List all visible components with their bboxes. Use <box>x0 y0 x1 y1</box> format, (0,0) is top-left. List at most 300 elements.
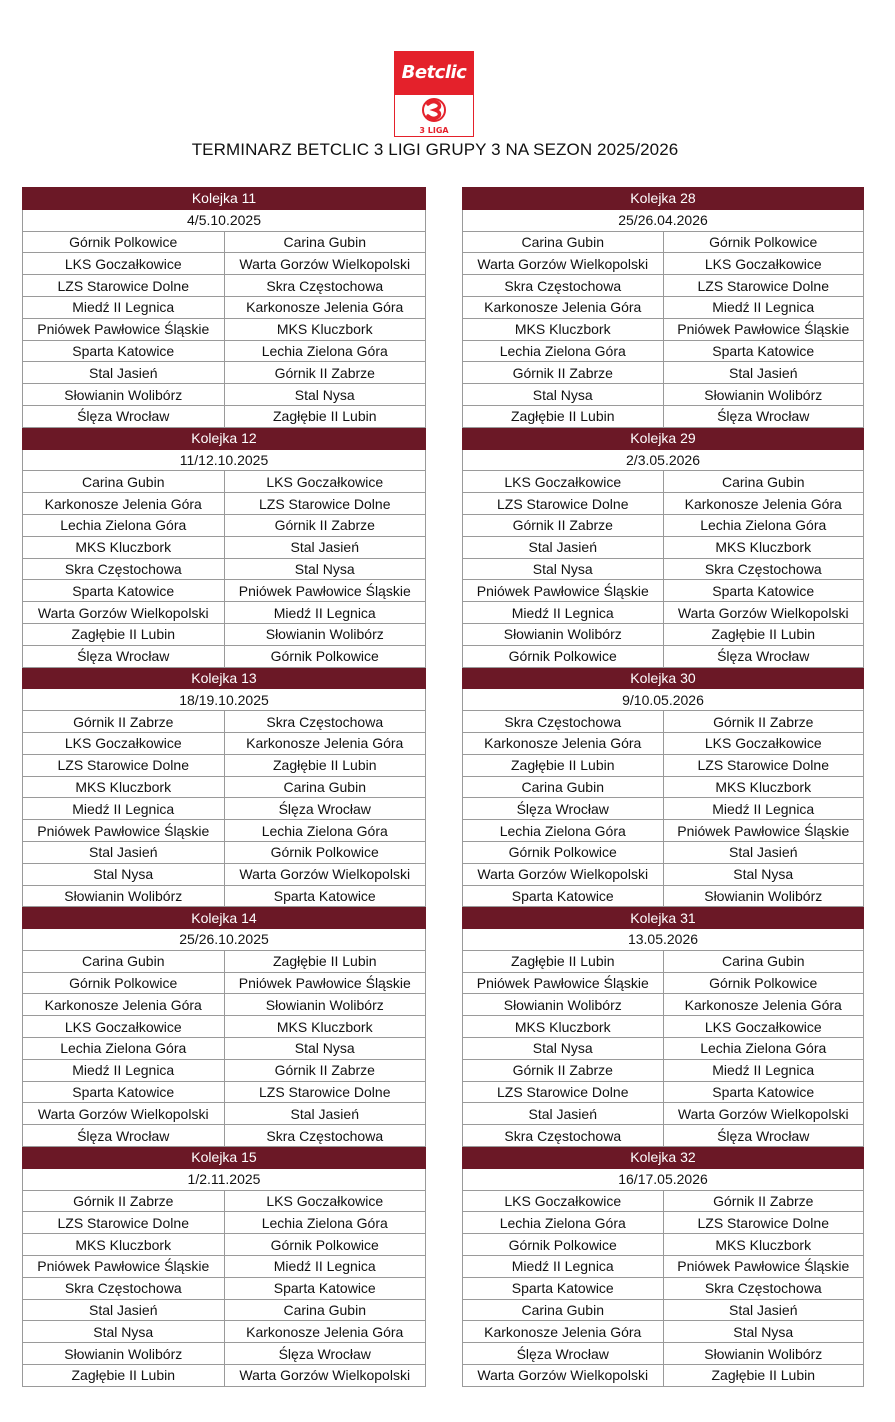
schedule-right-column <box>462 187 864 1387</box>
home-team: LZS Starowice Dolne <box>23 275 225 297</box>
away-team: Górnik Polkowice <box>663 231 864 253</box>
home-team: Zagłębie II Lubin <box>23 623 225 645</box>
match-row <box>463 1321 864 1343</box>
match-row <box>463 1343 864 1365</box>
match-row <box>463 754 864 776</box>
match-row <box>23 1016 426 1038</box>
away-team: Skra Częstochowa <box>663 558 864 580</box>
match-row <box>463 362 864 384</box>
away-team: Warta Gorzów Wielkopolski <box>224 1365 426 1387</box>
round-title: Kolejka 28 <box>463 188 864 210</box>
round-date: 25/26.04.2026 <box>463 209 864 231</box>
home-team: MKS Kluczbork <box>463 1016 664 1038</box>
home-team: Stal Jasień <box>23 362 225 384</box>
round-date: 13.05.2026 <box>463 929 864 951</box>
away-team: LKS Goczałkowice <box>224 1190 426 1212</box>
match-row <box>23 1059 426 1081</box>
home-team: Warta Gorzów Wielkopolski <box>23 602 225 624</box>
away-team: Miedź II Legnica <box>663 798 864 820</box>
away-team: Stal Jasień <box>224 1103 426 1125</box>
match-row <box>23 1212 426 1234</box>
round-title: Kolejka 29 <box>463 427 864 449</box>
away-team: Stal Nysa <box>224 558 426 580</box>
home-team: Warta Gorzów Wielkopolski <box>23 1103 225 1125</box>
away-team: LKS Goczałkowice <box>224 471 426 493</box>
match-row <box>23 820 426 842</box>
match-row <box>463 602 864 624</box>
away-team: Pniówek Pawłowice Śląskie <box>224 972 426 994</box>
away-team: Zagłębie II Lubin <box>663 1365 864 1387</box>
match-row <box>23 340 426 362</box>
home-team: LKS Goczałkowice <box>23 1016 225 1038</box>
home-team: Carina Gubin <box>463 1299 664 1321</box>
away-team: Górnik Polkowice <box>663 972 864 994</box>
home-team: Zagłębie II Lubin <box>23 1365 225 1387</box>
round-date: 9/10.05.2026 <box>463 689 864 711</box>
home-team: Pniówek Pawłowice Śląskie <box>463 580 664 602</box>
match-row <box>23 1103 426 1125</box>
home-team: Carina Gubin <box>463 776 664 798</box>
round-title: Kolejka 12 <box>23 427 426 449</box>
away-team: LKS Goczałkowice <box>663 1016 864 1038</box>
home-team: Stal Nysa <box>463 1038 664 1060</box>
match-row <box>23 1038 426 1060</box>
home-team: Górnik Polkowice <box>463 841 664 863</box>
away-team: Carina Gubin <box>663 471 864 493</box>
home-team: Ślęza Wrocław <box>23 405 225 427</box>
home-team: Stal Nysa <box>23 1321 225 1343</box>
away-team: MKS Kluczbork <box>663 1234 864 1256</box>
away-team: Zagłębie II Lubin <box>224 754 426 776</box>
home-team: Sparta Katowice <box>23 340 225 362</box>
round-header-row <box>463 907 864 929</box>
match-row <box>463 1234 864 1256</box>
round-date-row <box>23 449 426 471</box>
match-row <box>463 340 864 362</box>
away-team: LZS Starowice Dolne <box>663 754 864 776</box>
match-row <box>23 296 426 318</box>
home-team: Stal Nysa <box>23 863 225 885</box>
away-team: Miedź II Legnica <box>663 1059 864 1081</box>
away-team: Sparta Katowice <box>663 340 864 362</box>
round-date-row <box>463 1168 864 1190</box>
match-row <box>23 1125 426 1147</box>
away-team: Karkonosze Jelenia Góra <box>663 994 864 1016</box>
match-row <box>23 558 426 580</box>
away-team: Stal Nysa <box>224 384 426 406</box>
home-team: Zagłębie II Lubin <box>463 754 664 776</box>
match-row <box>23 885 426 907</box>
home-team: Pniówek Pawłowice Śląskie <box>23 318 225 340</box>
away-team: Stal Jasień <box>663 841 864 863</box>
home-team: Słowianin Wolibórz <box>23 885 225 907</box>
home-team: Słowianin Wolibórz <box>463 994 664 1016</box>
home-team: Lechia Zielona Góra <box>463 340 664 362</box>
match-row <box>463 1277 864 1299</box>
match-row <box>463 994 864 1016</box>
match-row <box>23 1081 426 1103</box>
home-team: Miedź II Legnica <box>463 602 664 624</box>
match-row <box>463 1016 864 1038</box>
match-row <box>23 1234 426 1256</box>
home-team: Pniówek Pawłowice Śląskie <box>23 820 225 842</box>
home-team: Miedź II Legnica <box>23 1059 225 1081</box>
round-date-row <box>23 929 426 951</box>
match-row <box>23 514 426 536</box>
away-team: Karkonosze Jelenia Góra <box>663 493 864 515</box>
round-header-row <box>23 1147 426 1169</box>
round-date-row <box>463 209 864 231</box>
match-row <box>23 754 426 776</box>
home-team: Ślęza Wrocław <box>463 1343 664 1365</box>
home-team: Carina Gubin <box>23 471 225 493</box>
match-row <box>23 972 426 994</box>
match-row <box>23 1321 426 1343</box>
home-team: Lechia Zielona Góra <box>463 1212 664 1234</box>
away-team: Karkonosze Jelenia Góra <box>224 732 426 754</box>
match-row <box>463 776 864 798</box>
match-row <box>463 514 864 536</box>
away-team: Carina Gubin <box>224 1299 426 1321</box>
home-team: Sparta Katowice <box>23 1081 225 1103</box>
home-team: Słowianin Wolibórz <box>23 1343 225 1365</box>
home-team: Górnik Polkowice <box>463 645 664 667</box>
match-row <box>463 1256 864 1278</box>
away-team: Stal Nysa <box>663 863 864 885</box>
away-team: Górnik II Zabrze <box>663 1190 864 1212</box>
round-date-row <box>463 449 864 471</box>
round-date: 16/17.05.2026 <box>463 1168 864 1190</box>
away-team: Sparta Katowice <box>663 580 864 602</box>
match-row <box>23 711 426 733</box>
match-row <box>463 732 864 754</box>
fixtures-table-left <box>22 187 426 1387</box>
away-team: Zagłębie II Lubin <box>224 950 426 972</box>
match-row <box>463 1212 864 1234</box>
match-row <box>23 994 426 1016</box>
match-row <box>23 471 426 493</box>
logo-brand-text: Betclic <box>394 51 474 95</box>
home-team: MKS Kluczbork <box>23 536 225 558</box>
away-team: Zagłębie II Lubin <box>224 405 426 427</box>
league-3-icon <box>395 95 473 137</box>
home-team: Sparta Katowice <box>463 885 664 907</box>
home-team: Pniówek Pawłowice Śląskie <box>23 1256 225 1278</box>
round-header-row <box>23 188 426 210</box>
away-team: Sparta Katowice <box>224 1277 426 1299</box>
away-team: Warta Gorzów Wielkopolski <box>663 602 864 624</box>
match-row <box>23 1365 426 1387</box>
away-team: Słowianin Wolibórz <box>224 623 426 645</box>
home-team: LZS Starowice Dolne <box>463 493 664 515</box>
logo-league-emblem <box>394 95 474 137</box>
home-team: Górnik Polkowice <box>23 972 225 994</box>
match-row <box>23 732 426 754</box>
match-row <box>463 885 864 907</box>
away-team: Stal Nysa <box>663 1321 864 1343</box>
away-team: Pniówek Pawłowice Śląskie <box>663 1256 864 1278</box>
home-team: Ślęza Wrocław <box>23 1125 225 1147</box>
home-team: Lechia Zielona Góra <box>463 820 664 842</box>
round-header-row <box>463 188 864 210</box>
match-row <box>463 711 864 733</box>
home-team: Stal Jasień <box>463 1103 664 1125</box>
match-row <box>463 645 864 667</box>
home-team: MKS Kluczbork <box>463 318 664 340</box>
away-team: Skra Częstochowa <box>224 1125 426 1147</box>
away-team: Skra Częstochowa <box>224 711 426 733</box>
page-title: TERMINARZ BETCLIC 3 LIGI GRUPY 3 NA SEZON 2025/2026 <box>191 140 679 159</box>
match-row <box>463 623 864 645</box>
away-team: Carina Gubin <box>224 776 426 798</box>
match-row <box>23 602 426 624</box>
match-row <box>463 1365 864 1387</box>
round-title: Kolejka 15 <box>23 1147 426 1169</box>
match-row <box>463 1190 864 1212</box>
round-title: Kolejka 11 <box>23 188 426 210</box>
match-row <box>463 841 864 863</box>
home-team: Karkonosze Jelenia Góra <box>463 732 664 754</box>
away-team: Carina Gubin <box>224 231 426 253</box>
match-row <box>463 950 864 972</box>
away-team: Warta Gorzów Wielkopolski <box>224 863 426 885</box>
away-team: Skra Częstochowa <box>224 275 426 297</box>
match-row <box>23 1343 426 1365</box>
home-team: Pniówek Pawłowice Śląskie <box>463 972 664 994</box>
round-header-row <box>463 1147 864 1169</box>
match-row <box>463 318 864 340</box>
round-header-row <box>23 427 426 449</box>
match-row <box>23 275 426 297</box>
home-team: LKS Goczałkowice <box>463 471 664 493</box>
match-row <box>463 1125 864 1147</box>
match-row <box>23 362 426 384</box>
match-row <box>463 558 864 580</box>
away-team: Słowianin Wolibórz <box>663 384 864 406</box>
home-team: LZS Starowice Dolne <box>23 1212 225 1234</box>
home-team: Warta Gorzów Wielkopolski <box>463 253 664 275</box>
home-team: Karkonosze Jelenia Góra <box>23 994 225 1016</box>
round-date-row <box>23 1168 426 1190</box>
schedule-left-column <box>22 187 426 1387</box>
match-row <box>463 384 864 406</box>
home-team: Miedź II Legnica <box>463 1256 664 1278</box>
home-team: Zagłębie II Lubin <box>463 950 664 972</box>
match-row <box>463 231 864 253</box>
round-header-row <box>23 667 426 689</box>
home-team: Stal Jasień <box>463 536 664 558</box>
round-header-row <box>23 907 426 929</box>
away-team: Stal Jasień <box>663 362 864 384</box>
away-team: Lechia Zielona Góra <box>663 514 864 536</box>
home-team: Górnik Polkowice <box>23 231 225 253</box>
away-team: Stal Nysa <box>224 1038 426 1060</box>
match-row <box>463 580 864 602</box>
home-team: Skra Częstochowa <box>23 1277 225 1299</box>
round-date: 18/19.10.2025 <box>23 689 426 711</box>
home-team: Sparta Katowice <box>463 1277 664 1299</box>
away-team: Karkonosze Jelenia Góra <box>224 1321 426 1343</box>
home-team: Górnik II Zabrze <box>23 711 225 733</box>
away-team: LZS Starowice Dolne <box>663 275 864 297</box>
away-team: LZS Starowice Dolne <box>663 1212 864 1234</box>
match-row <box>23 405 426 427</box>
away-team: Lechia Zielona Góra <box>224 340 426 362</box>
home-team: LKS Goczałkowice <box>23 253 225 275</box>
home-team: Warta Gorzów Wielkopolski <box>463 863 664 885</box>
match-row <box>463 471 864 493</box>
betclic-3-liga-logo <box>394 51 474 137</box>
match-row <box>463 798 864 820</box>
home-team: LKS Goczałkowice <box>23 732 225 754</box>
fixtures-table-right <box>462 187 864 1387</box>
match-row <box>463 1081 864 1103</box>
match-row <box>463 1299 864 1321</box>
away-team: Pniówek Pawłowice Śląskie <box>224 580 426 602</box>
round-title: Kolejka 32 <box>463 1147 864 1169</box>
round-title: Kolejka 30 <box>463 667 864 689</box>
home-team: Carina Gubin <box>23 950 225 972</box>
round-title: Kolejka 13 <box>23 667 426 689</box>
match-row <box>23 1277 426 1299</box>
away-team: Stal Jasień <box>224 536 426 558</box>
home-team: Karkonosze Jelenia Góra <box>463 1321 664 1343</box>
away-team: Pniówek Pawłowice Śląskie <box>663 820 864 842</box>
home-team: Górnik II Zabrze <box>463 362 664 384</box>
match-row <box>23 1299 426 1321</box>
home-team: Ślęza Wrocław <box>463 798 664 820</box>
match-row <box>463 405 864 427</box>
match-row <box>23 384 426 406</box>
match-row <box>23 580 426 602</box>
round-date: 11/12.10.2025 <box>23 449 426 471</box>
home-team: LKS Goczałkowice <box>463 1190 664 1212</box>
home-team: Słowianin Wolibórz <box>23 384 225 406</box>
match-row <box>23 841 426 863</box>
match-row <box>463 253 864 275</box>
home-team: Carina Gubin <box>463 231 664 253</box>
match-row <box>23 253 426 275</box>
home-team: Zagłębie II Lubin <box>463 405 664 427</box>
away-team: Skra Częstochowa <box>663 1277 864 1299</box>
away-team: Górnik Polkowice <box>224 1234 426 1256</box>
match-row <box>463 296 864 318</box>
away-team: LKS Goczałkowice <box>663 732 864 754</box>
match-row <box>23 950 426 972</box>
home-team: LZS Starowice Dolne <box>463 1081 664 1103</box>
round-date: 4/5.10.2025 <box>23 209 426 231</box>
home-team: Warta Gorzów Wielkopolski <box>463 1365 664 1387</box>
match-row <box>463 493 864 515</box>
round-date-row <box>463 689 864 711</box>
away-team: Słowianin Wolibórz <box>224 994 426 1016</box>
home-team: Górnik Polkowice <box>463 1234 664 1256</box>
match-row <box>23 798 426 820</box>
match-row <box>23 1190 426 1212</box>
away-team: MKS Kluczbork <box>663 776 864 798</box>
home-team: Skra Częstochowa <box>23 558 225 580</box>
home-team: Skra Częstochowa <box>463 1125 664 1147</box>
away-team: Górnik Polkowice <box>224 645 426 667</box>
away-team: Słowianin Wolibórz <box>663 1343 864 1365</box>
home-team: Ślęza Wrocław <box>23 645 225 667</box>
match-row <box>23 318 426 340</box>
round-date-row <box>23 209 426 231</box>
match-row <box>23 645 426 667</box>
away-team: Lechia Zielona Góra <box>224 1212 426 1234</box>
match-row <box>463 275 864 297</box>
away-team: Górnik II Zabrze <box>663 711 864 733</box>
home-team: Stal Nysa <box>463 384 664 406</box>
match-row <box>463 1038 864 1060</box>
match-row <box>463 820 864 842</box>
round-title: Kolejka 14 <box>23 907 426 929</box>
home-team: Stal Jasień <box>23 841 225 863</box>
home-team: Karkonosze Jelenia Góra <box>23 493 225 515</box>
away-team: LZS Starowice Dolne <box>224 493 426 515</box>
away-team: Karkonosze Jelenia Góra <box>224 296 426 318</box>
away-team: LZS Starowice Dolne <box>224 1081 426 1103</box>
away-team: Stal Jasień <box>663 1299 864 1321</box>
away-team: Ślęza Wrocław <box>663 405 864 427</box>
away-team: Warta Gorzów Wielkopolski <box>224 253 426 275</box>
match-row <box>23 623 426 645</box>
match-row <box>23 536 426 558</box>
away-team: Ślęza Wrocław <box>224 798 426 820</box>
home-team: Górnik II Zabrze <box>463 514 664 536</box>
away-team: Miedź II Legnica <box>224 602 426 624</box>
match-row <box>463 1059 864 1081</box>
away-team: MKS Kluczbork <box>663 536 864 558</box>
match-row <box>463 536 864 558</box>
match-row <box>23 231 426 253</box>
home-team: MKS Kluczbork <box>23 776 225 798</box>
away-team: Górnik II Zabrze <box>224 1059 426 1081</box>
away-team: Sparta Katowice <box>224 885 426 907</box>
home-team: LZS Starowice Dolne <box>23 754 225 776</box>
away-team: Zagłębie II Lubin <box>663 623 864 645</box>
away-team: Górnik II Zabrze <box>224 514 426 536</box>
match-row <box>23 863 426 885</box>
home-team: Górnik II Zabrze <box>463 1059 664 1081</box>
svg-text:3 LIGA: 3 LIGA <box>419 126 449 135</box>
home-team: Skra Częstochowa <box>463 275 664 297</box>
away-team: Lechia Zielona Góra <box>663 1038 864 1060</box>
round-date-row <box>463 929 864 951</box>
home-team: Lechia Zielona Góra <box>23 514 225 536</box>
away-team: Carina Gubin <box>663 950 864 972</box>
away-team: Miedź II Legnica <box>224 1256 426 1278</box>
home-team: Miedź II Legnica <box>23 296 225 318</box>
away-team: Ślęza Wrocław <box>663 1125 864 1147</box>
away-team: Słowianin Wolibórz <box>663 885 864 907</box>
round-header-row <box>463 667 864 689</box>
match-row <box>23 1256 426 1278</box>
home-team: Karkonosze Jelenia Góra <box>463 296 664 318</box>
round-date: 2/3.05.2026 <box>463 449 864 471</box>
away-team: Górnik II Zabrze <box>224 362 426 384</box>
away-team: Pniówek Pawłowice Śląskie <box>663 318 864 340</box>
home-team: Górnik II Zabrze <box>23 1190 225 1212</box>
match-row <box>463 972 864 994</box>
home-team: Lechia Zielona Góra <box>23 1038 225 1060</box>
away-team: Górnik Polkowice <box>224 841 426 863</box>
match-row <box>23 776 426 798</box>
home-team: Słowianin Wolibórz <box>463 623 664 645</box>
away-team: Ślęza Wrocław <box>663 645 864 667</box>
away-team: Lechia Zielona Góra <box>224 820 426 842</box>
round-title: Kolejka 31 <box>463 907 864 929</box>
